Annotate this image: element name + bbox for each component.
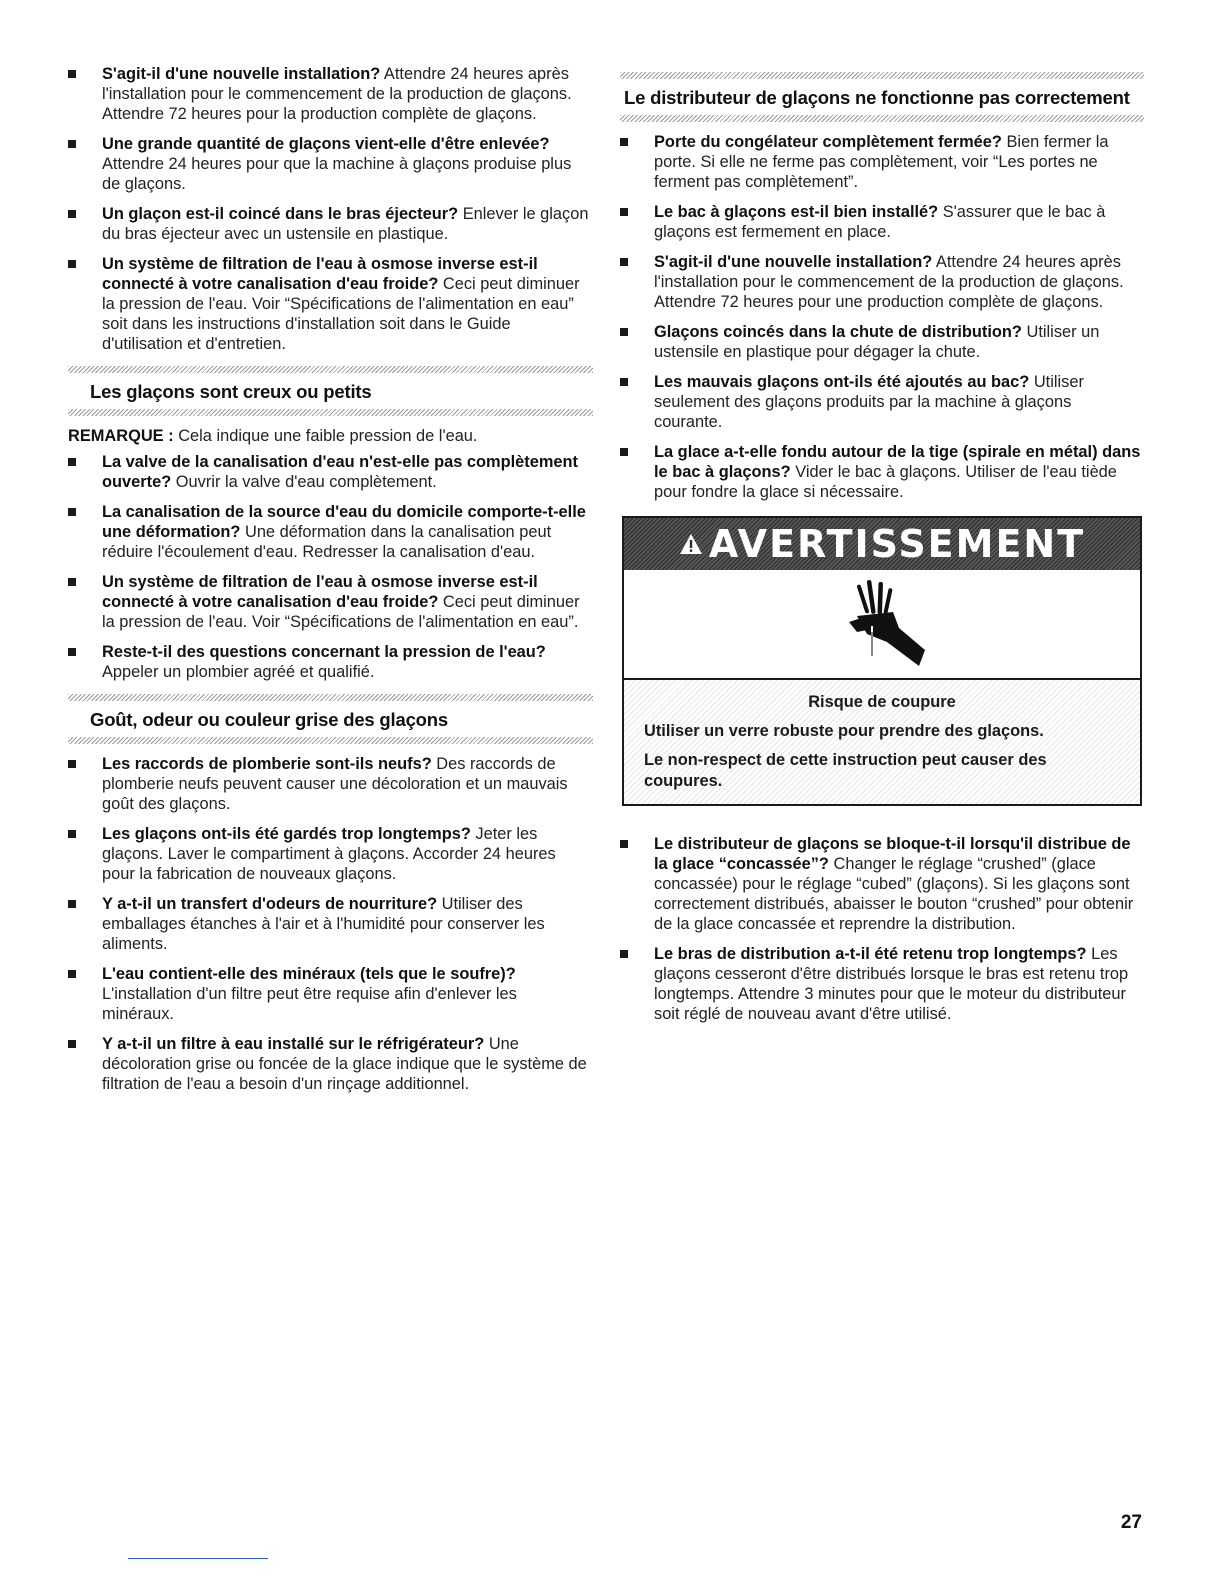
- square-bullet-icon: [68, 260, 76, 268]
- square-bullet-icon: [68, 648, 76, 656]
- square-bullet-icon: [68, 458, 76, 466]
- section-title: Le distributeur de glaçons ne fonctionne pas correctement: [624, 87, 1130, 108]
- list-item: Les glaçons ont-ils été gardés trop longtemps? Jeter les glaçons. Laver le compartiment à glaçons. Accorder 24 heures pour la fabrication de nouveaux glaçons.: [68, 824, 593, 884]
- list-item: Y a-t-il un filtre à eau installé sur le réfrigérateur? Une décoloration grise ou foncée de la glace indique que le système de filtration de l'eau a besoin d'un rinçage additionnel.: [68, 1034, 593, 1094]
- square-bullet-icon: [68, 70, 76, 78]
- list-item: La canalisation de la source d'eau du domicile comporte-t-elle une déformation? Une déformation dans la canalisation peut réduire l'écoulement d'eau. Redresser la canalisation d'eau.: [68, 502, 593, 562]
- section-title: Les glaçons sont creux ou petits: [90, 381, 372, 402]
- warning-consequence: Le non-respect de cette instruction peut causer des coupures.: [644, 751, 1047, 790]
- warning-instruction: Utiliser un verre robuste pour prendre des glaçons.: [644, 722, 1044, 740]
- square-bullet-icon: [68, 508, 76, 516]
- list-item: Un glaçon est-il coincé dans le bras éjecteur? Enlever le glaçon du bras éjecteur avec un ustensile en plastique.: [68, 204, 593, 244]
- list-item: Glaçons coincés dans la chute de distribution? Utiliser un ustensile en plastique pour dégager la chute.: [620, 322, 1144, 362]
- square-bullet-icon: [620, 208, 628, 216]
- intro-list: [68, 64, 593, 354]
- right-column: [620, 64, 1144, 1034]
- warning-title: AVERTISSEMENT: [708, 522, 1086, 566]
- warning-triangle-icon: [679, 533, 703, 555]
- square-bullet-icon: [620, 378, 628, 386]
- hatch-divider: [620, 115, 1144, 122]
- list-item: Le bras de distribution a-t-il été retenu trop longtemps? Les glaçons cesseront d'être distribués lorsque le bras est retenu trop longtemps. Attendre 3 minutes pour que le moteur du distributeur soit réglé de nouveau avant d'être utilisé.: [620, 944, 1144, 1024]
- list-item: S'agit-il d'une nouvelle installation? Attendre 24 heures après l'installation pour le commencement de la production de glaçons. Attendre 72 heures pour la production complète de glaçons.: [68, 64, 593, 124]
- square-bullet-icon: [68, 900, 76, 908]
- square-bullet-icon: [68, 140, 76, 148]
- list-item: Reste-t-il des questions concernant la pression de l'eau? Appeler un plombier agréé et qualifié.: [68, 642, 593, 682]
- taste-odor-list: [68, 754, 593, 1094]
- list-item: Un système de filtration de l'eau à osmose inverse est-il connecté à votre canalisation d'eau froide? Ceci peut diminuer la pression de l'eau. Voir “Spécifications de l'alimentation en eau”.: [68, 572, 593, 632]
- section-header-taste-odor: [68, 694, 593, 744]
- list-item: Porte du congélateur complètement fermée? Bien fermer la porte. Si elle ne ferme pas complètement, voir “Les portes ne ferment pas complètement”.: [620, 132, 1144, 192]
- list-item: La glace a-t-elle fondu autour de la tige (spirale en métal) dans le bac à glaçons? Vider le bac à glaçons. Utiliser de l'eau tiède pour fondre la glace si nécessaire.: [620, 442, 1144, 502]
- warning-banner: [624, 518, 1140, 570]
- page-number: 27: [1120, 1512, 1142, 1533]
- square-bullet-icon: [620, 328, 628, 336]
- section-title: Goût, odeur ou couleur grise des glaçons: [90, 709, 448, 730]
- list-item: Les raccords de plomberie sont-ils neufs? Des raccords de plomberie neufs peuvent causer une décoloration et un mauvais goût des glaçons.: [68, 754, 593, 814]
- section-header-dispenser: [620, 72, 1144, 122]
- hollow-ice-list: [68, 452, 593, 682]
- square-bullet-icon: [68, 578, 76, 586]
- list-item: Le bac à glaçons est-il bien installé? S'assurer que le bac à glaçons est fermement en place.: [620, 202, 1144, 242]
- list-item: Les mauvais glaçons ont-ils été ajoutés au bac? Utiliser seulement des glaçons produits par la machine à glaçons courante.: [620, 372, 1144, 432]
- hazard-type: Risque de coupure: [808, 693, 956, 711]
- list-item: Une grande quantité de glaçons vient-elle d'être enlevée? Attendre 24 heures pour que la machine à glaçons produise plus de glaçons.: [68, 134, 593, 194]
- square-bullet-icon: [68, 970, 76, 978]
- warning-pictogram-area: [624, 570, 1140, 680]
- warning-box: [622, 516, 1142, 806]
- section-header-hollow-ice: [68, 366, 593, 416]
- list-item: Un système de filtration de l'eau à osmose inverse est-il connecté à votre canalisation d'eau froide? Ceci peut diminuer la pression de l'eau. Voir “Spécifications de l'alimentation en eau” soit dans les instructions d'installation soit dans le Guide d'utilisation et d'entretien.: [68, 254, 593, 354]
- square-bullet-icon: [68, 760, 76, 768]
- list-item: S'agit-il d'une nouvelle installation? Attendre 24 heures après l'installation pour le commencement de la production de glaçons. Attendre 72 heures pour une production complète de glaçons.: [620, 252, 1144, 312]
- dispenser-list: [620, 132, 1144, 502]
- hatch-divider: [68, 694, 593, 701]
- list-item: Le distributeur de glaçons se bloque-t-il lorsqu'il distribue de la glace “concassée”? Changer le réglage “crushed” (glace concassée) pour le réglage “cubed” (glaçons). Si les glaçons sont correctement distribués, abaisser le bouton “crushed” pour obtenir de la glace concassée et reprendre la distribution.: [620, 834, 1144, 934]
- cut-hazard-hand-icon: [827, 576, 937, 672]
- hatch-divider: [68, 737, 593, 744]
- left-column: [68, 64, 593, 1104]
- square-bullet-icon: [620, 448, 628, 456]
- list-item: La valve de la canalisation d'eau n'est-elle pas complètement ouverte? Ouvrir la valve d'eau complètement.: [68, 452, 593, 492]
- hatch-divider: [68, 366, 593, 373]
- hatch-divider: [620, 72, 1144, 79]
- square-bullet-icon: [68, 1040, 76, 1048]
- warning-text-panel: [624, 680, 1140, 804]
- square-bullet-icon: [68, 210, 76, 218]
- list-item: Y a-t-il un transfert d'odeurs de nourriture? Utiliser des emballages étanches à l'air et à l'humidité pour conserver les aliments.: [68, 894, 593, 954]
- square-bullet-icon: [620, 138, 628, 146]
- square-bullet-icon: [68, 830, 76, 838]
- hatch-divider: [68, 409, 593, 416]
- footer-rule: [128, 1558, 268, 1559]
- square-bullet-icon: [620, 258, 628, 266]
- dispenser-extra-list: [620, 834, 1144, 1024]
- list-item: L'eau contient-elle des minéraux (tels que le soufre)? L'installation d'un filtre peut être requise afin d'enlever les minéraux.: [68, 964, 593, 1024]
- square-bullet-icon: [620, 840, 628, 848]
- remark: REMARQUE : Cela indique une faible pression de l'eau.: [68, 427, 478, 445]
- square-bullet-icon: [620, 950, 628, 958]
